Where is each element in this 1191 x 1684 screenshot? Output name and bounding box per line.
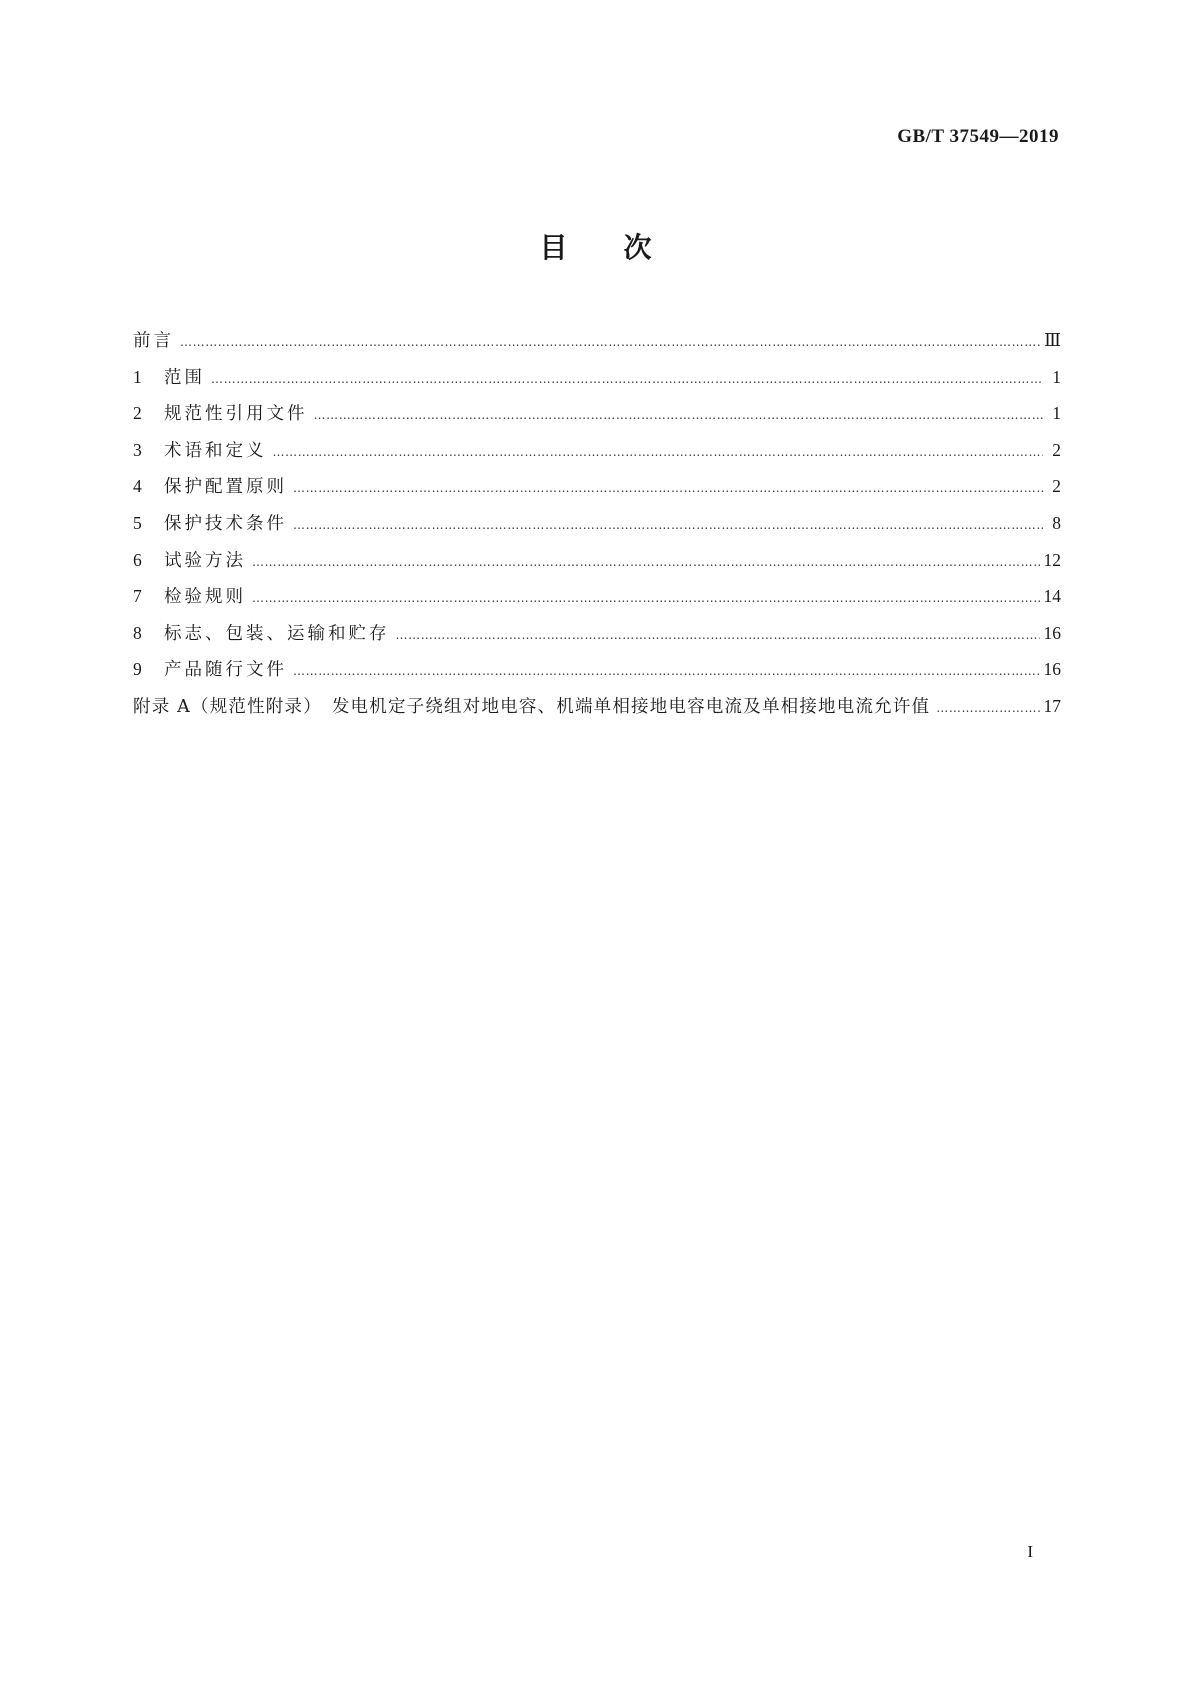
toc-list bbox=[133, 322, 1061, 725]
toc-entry-page: 12 bbox=[1043, 549, 1061, 570]
toc-entry-6[interactable] bbox=[133, 542, 1061, 579]
toc-entry-page: 1 bbox=[1052, 403, 1061, 424]
toc-entry-number: 5 bbox=[133, 512, 142, 533]
toc-entry-foreword[interactable] bbox=[133, 322, 1061, 359]
toc-leader-dots bbox=[396, 616, 1040, 654]
toc-entry-label: 保护配置原则 bbox=[164, 477, 287, 498]
toc-entry-label: 产品随行文件 bbox=[164, 660, 287, 681]
toc-title-char-2: 次 bbox=[623, 231, 652, 264]
toc-leader-dots bbox=[293, 652, 1040, 690]
toc-entry-label: 附录 A（规范性附录） 发电机定子绕组对地电容、机端单相接地电容电流及单相接地电流允许值 bbox=[133, 696, 931, 717]
toc-entry-appendix-a[interactable] bbox=[133, 688, 1061, 725]
toc-entry-label: 术语和定义 bbox=[164, 440, 267, 461]
toc-entry-2[interactable] bbox=[133, 395, 1061, 432]
toc-entry-number: 4 bbox=[133, 476, 142, 497]
toc-entry-7[interactable] bbox=[133, 578, 1061, 615]
toc-entry-page: 14 bbox=[1043, 586, 1061, 607]
toc-leader-dots bbox=[936, 689, 1039, 727]
toc-leader-dots bbox=[180, 323, 1040, 361]
toc-entry-label: 检验规则 bbox=[164, 587, 246, 608]
toc-leader-dots bbox=[314, 396, 1044, 434]
toc-leader-dots bbox=[293, 469, 1043, 507]
toc-leader-dots bbox=[293, 506, 1043, 544]
toc-entry-page: 16 bbox=[1043, 622, 1061, 643]
toc-entry-page: 16 bbox=[1043, 659, 1061, 680]
toc-entry-number: 1 bbox=[133, 366, 142, 387]
toc-leader-dots bbox=[252, 543, 1040, 581]
toc-entry-label: 范围 bbox=[164, 367, 205, 388]
toc-entry-number: 2 bbox=[133, 403, 142, 424]
toc-entry-label: 规范性引用文件 bbox=[164, 404, 308, 425]
toc-entry-8[interactable] bbox=[133, 615, 1061, 652]
toc-leader-dots bbox=[273, 433, 1044, 471]
toc-title bbox=[0, 226, 1191, 266]
toc-entry-label: 前言 bbox=[133, 331, 174, 351]
toc-entry-label: 试验方法 bbox=[164, 550, 246, 571]
toc-entry-number: 8 bbox=[133, 622, 142, 643]
toc-entry-number: 7 bbox=[133, 586, 142, 607]
toc-entry-5[interactable] bbox=[133, 505, 1061, 542]
toc-entry-3[interactable] bbox=[133, 432, 1061, 469]
toc-entry-page: 2 bbox=[1052, 439, 1061, 460]
toc-entry-number: 6 bbox=[133, 549, 142, 570]
toc-leader-dots bbox=[211, 360, 1043, 398]
toc-leader-dots bbox=[252, 579, 1040, 617]
standard-code: GB/T 37549—2019 bbox=[897, 126, 1059, 147]
toc-entry-1[interactable] bbox=[133, 359, 1061, 396]
toc-entry-page: 17 bbox=[1043, 695, 1061, 716]
toc-entry-page: 8 bbox=[1052, 512, 1061, 533]
toc-entry-page: Ⅲ bbox=[1044, 330, 1061, 350]
toc-entry-label: 保护技术条件 bbox=[164, 513, 287, 534]
page-number: I bbox=[1027, 1542, 1033, 1561]
toc-entry-9[interactable] bbox=[133, 651, 1061, 688]
toc-entry-number: 9 bbox=[133, 659, 142, 680]
toc-entry-4[interactable] bbox=[133, 468, 1061, 505]
toc-entry-label: 标志、包装、运输和贮存 bbox=[164, 623, 390, 644]
toc-entry-number: 3 bbox=[133, 439, 142, 460]
toc-entry-page: 1 bbox=[1052, 366, 1061, 387]
toc-entry-page: 2 bbox=[1052, 476, 1061, 497]
toc-title-char-1: 目 bbox=[539, 231, 568, 264]
